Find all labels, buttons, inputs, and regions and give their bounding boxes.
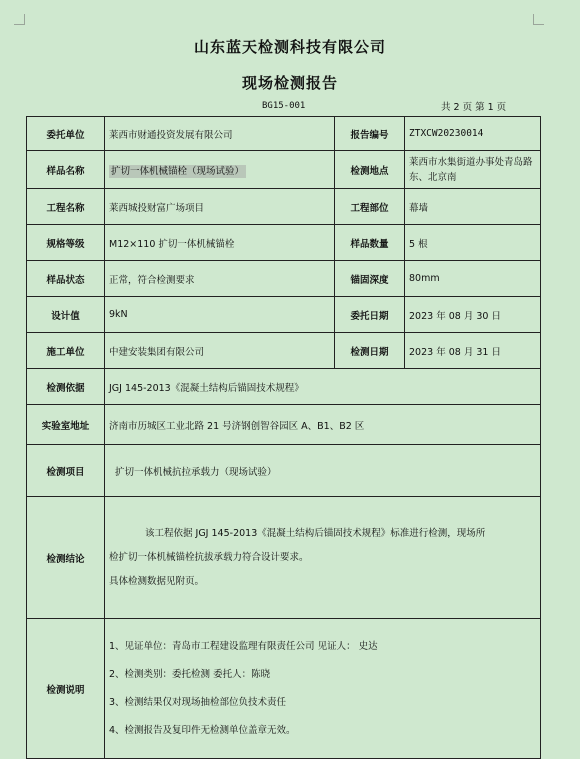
test-date-value: 2023 年 08 月 31 日 xyxy=(405,333,541,369)
qty-label: 样品数量 xyxy=(335,225,405,261)
spec-value: M12×110 扩切一体机械锚栓 xyxy=(105,225,335,261)
sample-name-label: 样品名称 xyxy=(27,151,105,189)
depth-value: 80mm xyxy=(405,261,541,297)
item-label: 检测项目 xyxy=(27,445,105,497)
row-notes xyxy=(27,619,541,759)
status-value: 正常，符合检测要求 xyxy=(105,261,335,297)
row-basis xyxy=(27,369,541,405)
item-value: 扩切一体机械抗拉承载力（现场试验） xyxy=(105,445,541,497)
project-value: 莱西城投财富广场项目 xyxy=(105,189,335,225)
conclusion-label: 检测结论 xyxy=(27,497,105,619)
row-sample xyxy=(27,151,541,189)
qty-value: 5 根 xyxy=(405,225,541,261)
part-label: 工程部位 xyxy=(335,189,405,225)
basis-value: JGJ 145-2013《混凝土结构后锚固技术规程》 xyxy=(105,369,541,405)
row-conclusion xyxy=(27,497,541,619)
conclusion-cell xyxy=(105,497,541,619)
test-date-label: 检测日期 xyxy=(335,333,405,369)
builder-value: 中建安装集团有限公司 xyxy=(105,333,335,369)
row-spec xyxy=(27,225,541,261)
corner-mark-right xyxy=(533,14,544,25)
row-project xyxy=(27,189,541,225)
basis-label: 检测依据 xyxy=(27,369,105,405)
conclusion-line-1: 该工程依据 JGJ 145-2013《混凝土结构后锚固技术规程》标准进行检测，现场所 xyxy=(145,527,486,539)
company-name: 山东蓝天检测科技有限公司 xyxy=(193,38,386,56)
lab-label: 实验室地址 xyxy=(27,405,105,445)
project-label: 工程名称 xyxy=(27,189,105,225)
notes-cell xyxy=(105,619,541,759)
note-4: 4、检测报告及复印件无检测单位盖章无效。 xyxy=(109,724,296,736)
form-code: BG15-001 xyxy=(262,101,306,111)
page-info: 共 2 页 第 1 页 xyxy=(441,102,507,113)
row-builder xyxy=(27,333,541,369)
row-design xyxy=(27,297,541,333)
notes-label: 检测说明 xyxy=(27,619,105,759)
entrust-date-label: 委托日期 xyxy=(335,297,405,333)
conclusion-line-3: 具体检测数据见附页。 xyxy=(109,575,205,587)
report-no-label: 报告编号 xyxy=(335,117,405,151)
location-label: 检测地点 xyxy=(335,151,405,189)
conclusion-line-2: 检扩切一体机械锚栓抗拔承载力符合设计要求。 xyxy=(109,551,309,563)
report-title: 现场检测报告 xyxy=(241,74,338,92)
report-table xyxy=(26,116,541,759)
lab-value: 济南市历城区工业北路 21 号济钢创智谷园区 A、B1、B2 区 xyxy=(105,405,541,445)
spec-label: 规格等级 xyxy=(27,225,105,261)
note-3: 3、检测结果仅对现场抽检部位负技术责任 xyxy=(109,696,287,708)
sample-name-value: 扩切一体机械锚栓（现场试验） xyxy=(111,165,245,177)
note-1: 1、见证单位：青岛市工程建设监理有限责任公司 见证人： 史达 xyxy=(109,640,378,652)
sample-name-cell xyxy=(105,151,335,189)
note-2: 2、检测类别：委托检测 委托人：陈晓 xyxy=(109,668,271,680)
location-value: 莱西市水集街道办事处青岛路东、北京南 xyxy=(405,151,541,189)
builder-label: 施工单位 xyxy=(27,333,105,369)
status-label: 样品状态 xyxy=(27,261,105,297)
design-label: 设计值 xyxy=(27,297,105,333)
client-value: 莱西市财通投资发展有限公司 xyxy=(105,117,335,151)
row-status xyxy=(27,261,541,297)
part-value: 幕墙 xyxy=(405,189,541,225)
row-item xyxy=(27,445,541,497)
client-label: 委托单位 xyxy=(27,117,105,151)
design-value: 9kN xyxy=(105,297,335,333)
row-client xyxy=(27,117,541,151)
entrust-date-value: 2023 年 08 月 30 日 xyxy=(405,297,541,333)
report-no-value: ZTXCW20230014 xyxy=(405,117,541,151)
corner-mark-left xyxy=(14,14,25,25)
depth-label: 锚固深度 xyxy=(335,261,405,297)
row-lab xyxy=(27,405,541,445)
